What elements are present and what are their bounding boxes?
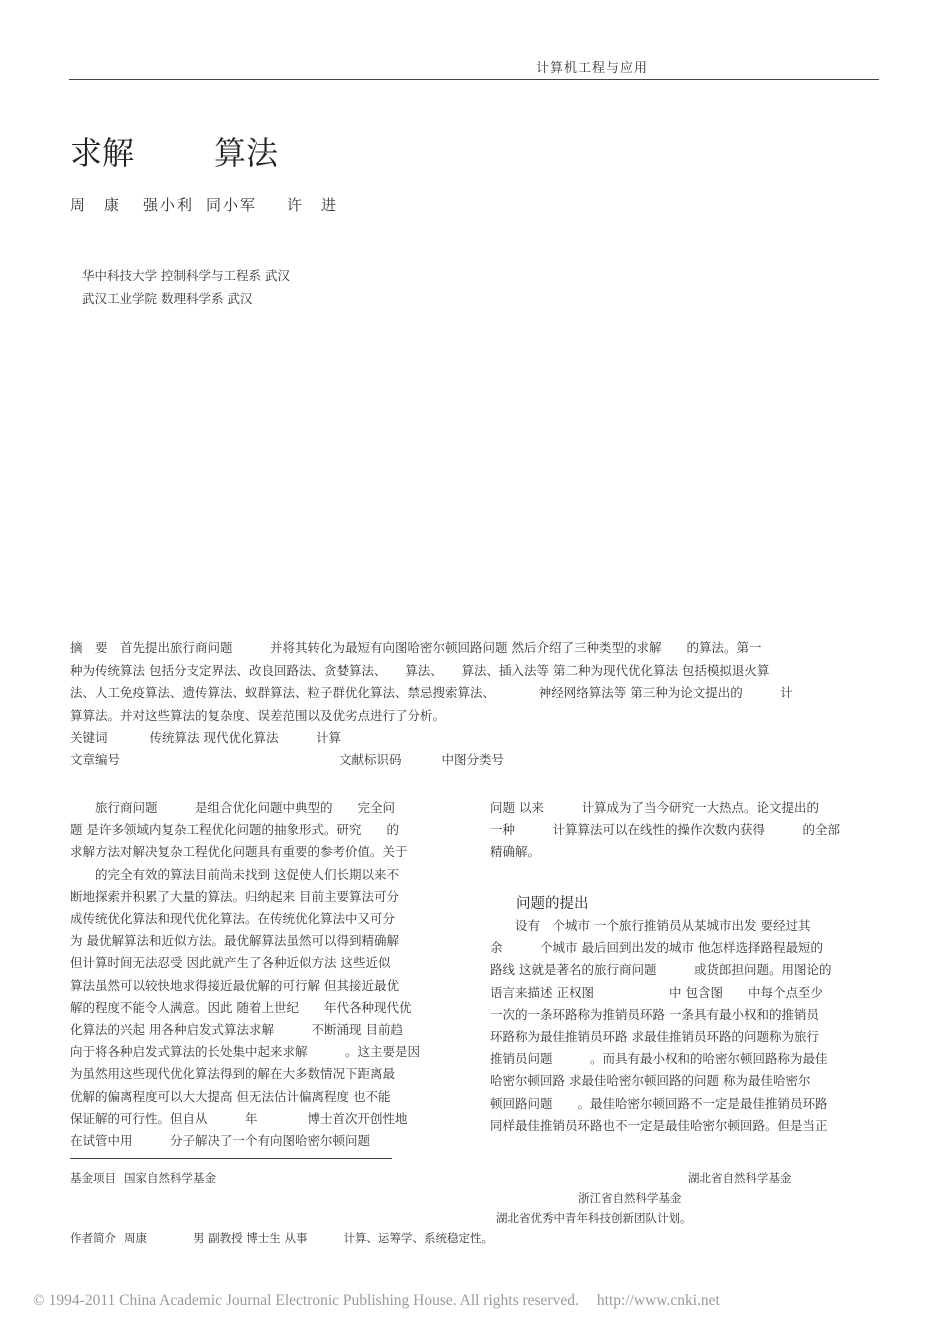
affiliation: 华中科技大学 控制科学与工程系 武汉 — [82, 268, 290, 283]
bio-name: 周康 — [124, 1231, 147, 1245]
body-line: 路线 这就是著名的旅行商问题 或货郎担问题。用图论的 — [490, 962, 832, 978]
copyright-footer — [33, 1292, 720, 1310]
body-line: 化算法的兴起 用各种启发式算法求解 不断涌现 目前趋 — [70, 1022, 403, 1038]
abstract-line: 种为传统算法 包括分支定界法、改良回路法、贪婪算法、 算法、 算法、插入法等 第二种为现代优化算法 包括模拟退火算 — [70, 662, 770, 678]
body-line: 一种 计算算法可以在线性的操作次数内获得 的全部 — [490, 822, 841, 838]
body-line: 为 最优解算法和近似方法。最优解算法虽然可以得到精确解 — [70, 933, 399, 949]
footer-url: http://www.cnki.net — [596, 1292, 720, 1309]
body-line: 向于将各种启发式算法的长处集中起来求解 。这主要是因 — [70, 1044, 421, 1060]
body-line: 顿回路问题 。最佳哈密尔顿回路不一定是最佳推销员环路 — [490, 1095, 828, 1111]
fund-footnote — [70, 1170, 216, 1186]
author-list — [70, 194, 338, 215]
journal-name: 计算机工程与应用 — [536, 61, 649, 76]
fund-item: 湖北省自然科学基金 — [688, 1171, 792, 1185]
fund-item: 湖北省优秀中青年科技创新团队计划。 — [496, 1211, 692, 1225]
fund-item: 浙江省自然科学基金 — [578, 1191, 682, 1205]
clc-label: 中图分类号 — [441, 752, 505, 767]
body-line: 推销员问题 。而具有最小权和的哈密尔顿回路称为最佳 — [490, 1051, 828, 1067]
title-part-2: 算法 — [214, 134, 279, 172]
header-rule — [69, 79, 879, 80]
section-title: 问题的提出 — [516, 896, 589, 912]
body-line: 环路称为最佳推销员环路 求最佳推销员环路的问题称为旅行 — [490, 1029, 819, 1045]
author: 强小利 — [143, 196, 195, 214]
body-line: 问题 以来 计算成为了当今研究一大热点。论文提出的 — [490, 800, 819, 815]
doc-code-label: 文献标识码 — [339, 752, 402, 767]
body-right-column — [490, 915, 880, 1137]
body-line: 旅行商问题 是组合优化问题中典型的 完全问 — [70, 800, 396, 815]
body-line: 算法虽然可以较快地求得接近最优解的可行解 但其接近最优 — [70, 977, 399, 993]
keywords-label: 关键词 — [70, 730, 108, 745]
fund-label: 基金项目 — [70, 1171, 116, 1185]
body-line: 精确解。 — [490, 844, 541, 860]
keywords-row — [70, 728, 341, 746]
body-line: 同样最佳推销员环路也不一定是最佳哈密尔顿回路。但是当正 — [490, 1117, 828, 1133]
author: 同小军 — [206, 196, 258, 214]
body-line: 设有 个城市 一个旅行推销员从某城市出发 要经过其 — [490, 918, 811, 933]
keywords-value: 传统算法 现代优化算法 计算 — [149, 730, 341, 745]
author: 许 进 — [287, 196, 339, 214]
body-line: 语言来描述 正权图 中 包含图 中每个点至少 — [490, 984, 823, 1000]
body-line: 成传统优化算法和现代优化算法。在传统优化算法中又可分 — [70, 911, 396, 927]
abstract — [70, 637, 880, 727]
bio-text: 男 副教授 博士生 从事 — [193, 1231, 308, 1245]
abstract-line: 摘 要 首先提出旅行商问题 并将其转化为最短有向图哈密尔顿回路问题 然后介绍了三种类型的求解 的算法。第一 — [70, 640, 762, 655]
fund-item: 国家自然科学基金 — [124, 1171, 216, 1185]
paper-title — [70, 128, 278, 174]
body-line: 解的程度不能令人满意。因此 随着上世纪 年代各种现代优 — [70, 999, 412, 1015]
body-line: 哈密尔顿回路 求最佳哈密尔顿回路的问题 称为最佳哈密尔 — [490, 1073, 811, 1089]
body-line: 在试管中用 分子解决了一个有向图哈密尔顿问题 — [70, 1133, 371, 1149]
body-left-column — [70, 797, 460, 1152]
author: 周 康 — [70, 196, 122, 214]
body-line: 断地探索并积累了大量的算法。归纳起来 目前主要算法可分 — [70, 888, 399, 904]
body-line: 优解的偏离程度可以大大提高 但无法估计偏离程度 也不能 — [70, 1088, 391, 1104]
body-line: 的完全有效的算法目前尚未找到 这促使人们长期以来不 — [70, 866, 399, 882]
footnote-rule — [70, 1158, 392, 1159]
body-line: 求解方法对解决复杂工程优化问题具有重要的参考价值。关于 — [70, 844, 408, 860]
body-line: 题 是许多领域内复杂工程优化问题的抽象形式。研究 的 — [70, 822, 399, 838]
bio-text: 计算、运筹学、系统稳定性。 — [343, 1231, 493, 1245]
article-id-label: 文章编号 — [70, 752, 121, 767]
author-bio — [70, 1230, 493, 1246]
body-right-column-top — [490, 797, 880, 864]
body-line: 一次的一条环路称为推销员环路 一条具有最小权和的推销员 — [490, 1006, 819, 1022]
body-line: 余 个城市 最后回到出发的城市 他怎样选择路程最短的 — [490, 940, 823, 956]
bio-label: 作者简介 — [70, 1231, 116, 1245]
body-line: 但计算时间无法忍受 因此就产生了各种近似方法 这些近似 — [70, 955, 391, 971]
abstract-line: 法、人工免疫算法、遗传算法、蚁群算法、粒子群优化算法、禁忌搜索算法、 神经网络算法等 第三种为论文提出的 计 — [70, 685, 793, 700]
copyright-text: © 1994-2011 China Academic Journal Electronic Publishing House. All rights reserved. — [33, 1292, 579, 1309]
body-line: 为虽然用这些现代优化算法得到的解在大多数情况下距离最 — [70, 1066, 396, 1082]
article-meta-row — [70, 750, 504, 768]
title-part-1: 求解 — [70, 134, 135, 172]
affiliation: 武汉工业学院 数理科学系 武汉 — [82, 291, 253, 306]
body-line: 保证解的可行性。但自从 年 博士首次开创性地 — [70, 1110, 408, 1126]
abstract-line: 算算法。并对这些算法的复杂度、误差范围以及优劣点进行了分析。 — [70, 707, 446, 723]
